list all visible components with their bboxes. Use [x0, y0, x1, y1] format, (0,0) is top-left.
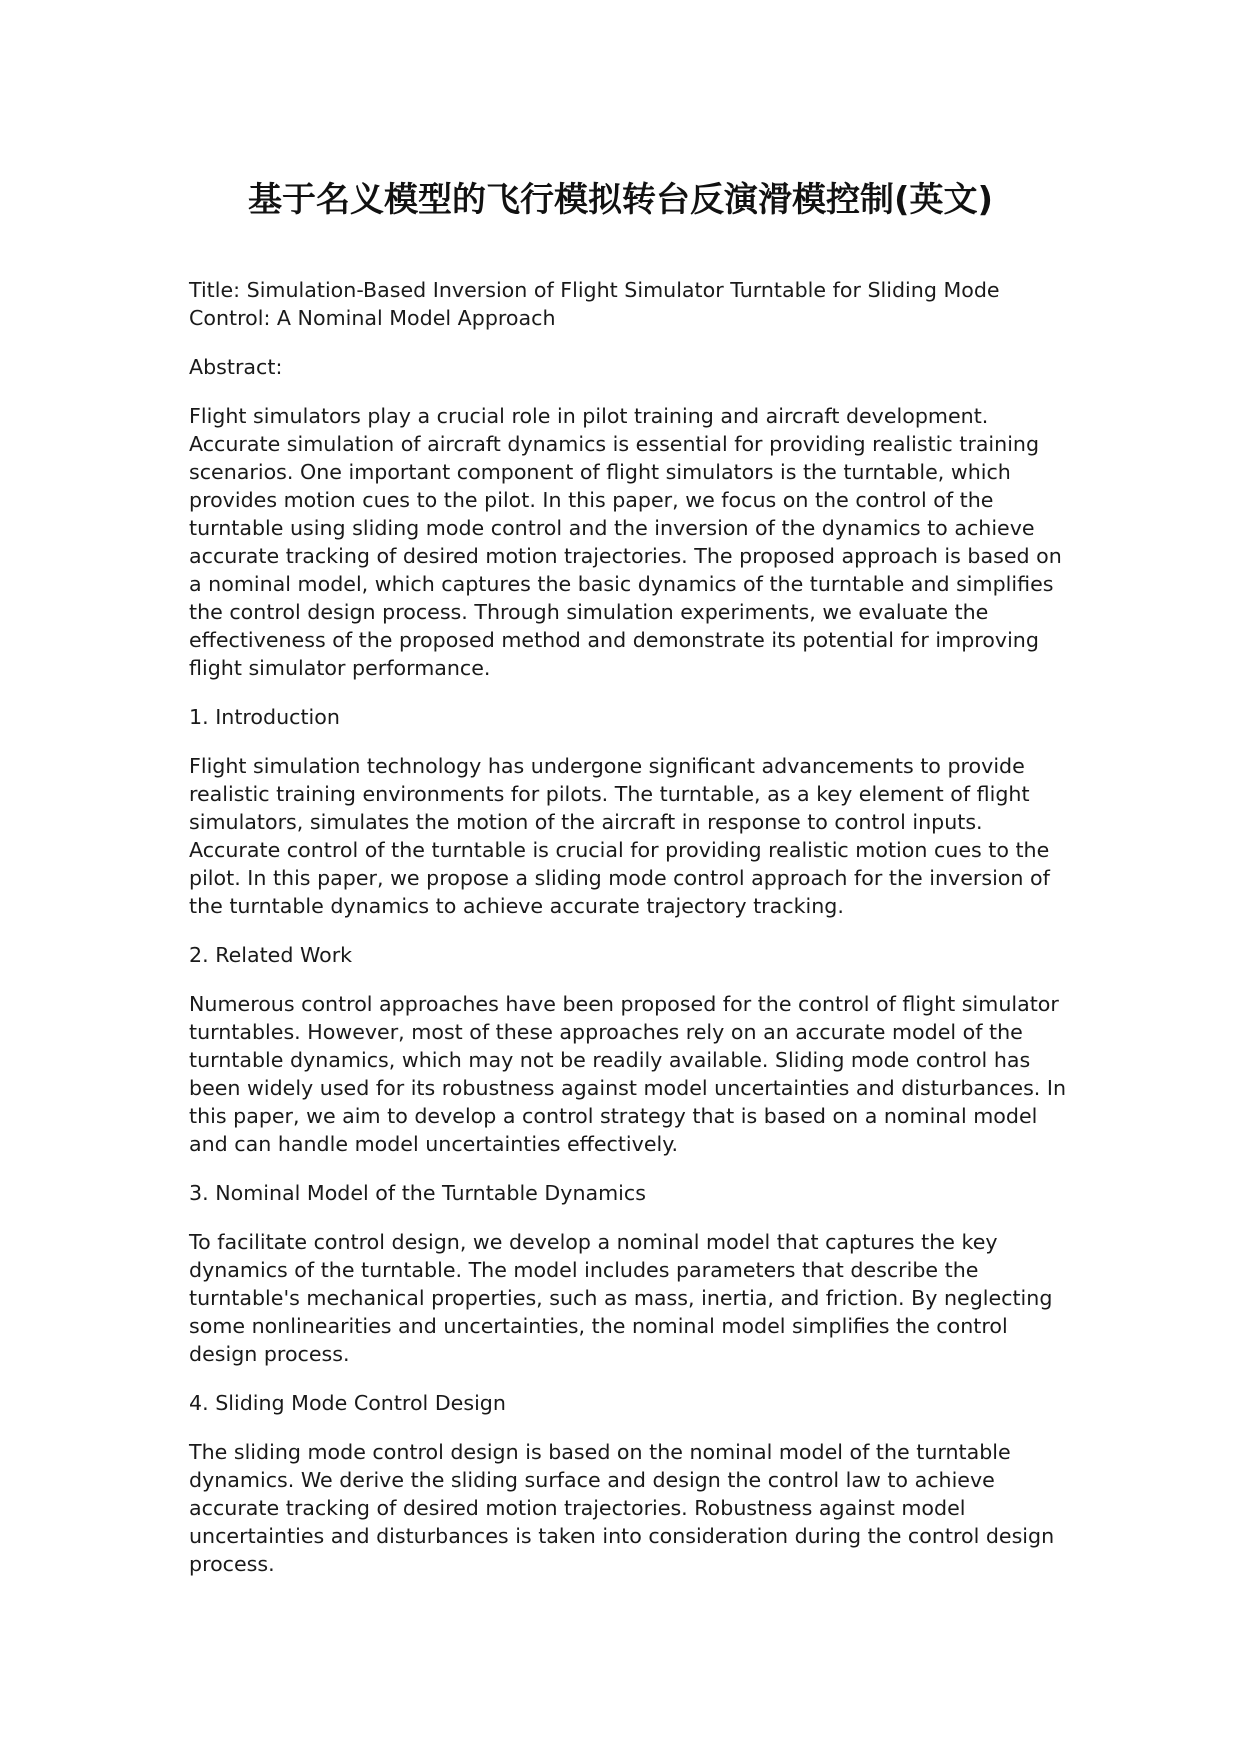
paragraph-line: Accurate control of the turntable is crucial for providing realistic motion cues to the	[189, 838, 1050, 862]
abstract-line: effectiveness of the proposed method and demonstrate its potential for improving	[189, 628, 1039, 652]
paragraph-line: turntable dynamics, which may not be readily available. Sliding mode control has	[189, 1048, 1031, 1072]
paragraph-line: Numerous control approaches have been proposed for the control of flight simulator	[189, 992, 1059, 1016]
paragraph-line: uncertainties and disturbances is taken into consideration during the control design	[189, 1524, 1055, 1548]
abstract-line: Accurate simulation of aircraft dynamics is essential for providing realistic training	[189, 432, 1040, 456]
paragraph-line: design process.	[189, 1342, 350, 1366]
paragraph-line: To facilitate control design, we develop a nominal model that captures the key	[189, 1230, 998, 1254]
paragraph-line: been widely used for its robustness against model uncertainties and disturbances. In	[189, 1076, 1067, 1100]
paragraph-line: dynamics of the turntable. The model includes parameters that describe the	[189, 1258, 979, 1282]
paper-title-line: Title: Simulation-Based Inversion of Flight Simulator Turntable for Sliding Mode	[189, 278, 1000, 302]
paragraph-line: dynamics. We derive the sliding surface and design the control law to achieve	[189, 1468, 995, 1492]
section-paragraph-sliding-mode-control	[189, 1438, 1069, 1578]
abstract-line: a nominal model, which captures the basic dynamics of the turntable and simplifies	[189, 572, 1054, 596]
paragraph-line: the turntable dynamics to achieve accurate trajectory tracking.	[189, 894, 844, 918]
paragraph-line: and can handle model uncertainties effectively.	[189, 1132, 679, 1156]
section-paragraph-nominal-model	[189, 1228, 1069, 1368]
abstract-line: turntable using sliding mode control and the inversion of the dynamics to achieve	[189, 516, 1035, 540]
abstract-line: accurate tracking of desired motion trajectories. The proposed approach is based on	[189, 544, 1062, 568]
abstract-line: the control design process. Through simulation experiments, we evaluate the	[189, 600, 989, 624]
paper-title-line: Control: A Nominal Model Approach	[189, 306, 556, 330]
paper-title	[189, 276, 1069, 332]
section-heading-sliding-mode-control: 4. Sliding Mode Control Design	[189, 1391, 506, 1415]
paragraph-line: this paper, we aim to develop a control strategy that is based on a nominal model	[189, 1104, 1038, 1128]
document-title: 基于名义模型的飞行模拟转台反演滑模控制(英文)	[247, 180, 994, 220]
section-paragraph-related-work	[189, 990, 1069, 1158]
paragraph-line: realistic training environments for pilots. The turntable, as a key element of flight	[189, 782, 1030, 806]
document-body	[189, 276, 1069, 1599]
section-heading-related-work: 2. Related Work	[189, 943, 353, 967]
abstract-line: scenarios. One important component of flight simulators is the turntable, which	[189, 460, 1011, 484]
paragraph-line: turntable's mechanical properties, such as mass, inertia, and friction. By neglecting	[189, 1286, 1053, 1310]
abstract-line: provides motion cues to the pilot. In this paper, we focus on the control of the	[189, 488, 994, 512]
section-heading-nominal-model: 3. Nominal Model of the Turntable Dynamics	[189, 1181, 646, 1205]
section-heading-introduction: 1. Introduction	[189, 705, 340, 729]
paragraph-line: accurate tracking of desired motion trajectories. Robustness against model	[189, 1496, 966, 1520]
paragraph-line: Flight simulation technology has undergone significant advancements to provide	[189, 754, 1025, 778]
section-paragraph-introduction	[189, 752, 1069, 920]
paragraph-line: simulators, simulates the motion of the aircraft in response to control inputs.	[189, 810, 983, 834]
abstract-heading: Abstract:	[189, 355, 283, 379]
paragraph-line: The sliding mode control design is based on the nominal model of the turntable	[189, 1440, 1011, 1464]
abstract-line: Flight simulators play a crucial role in pilot training and aircraft development.	[189, 404, 989, 428]
paragraph-line: turntables. However, most of these approaches rely on an accurate model of the	[189, 1020, 1023, 1044]
paragraph-line: some nonlinearities and uncertainties, the nominal model simplifies the control	[189, 1314, 1008, 1338]
abstract-paragraph	[189, 402, 1069, 682]
paragraph-line: process.	[189, 1552, 275, 1576]
paragraph-line: pilot. In this paper, we propose a sliding mode control approach for the inversion of	[189, 866, 1050, 890]
abstract-line: flight simulator performance.	[189, 656, 491, 680]
